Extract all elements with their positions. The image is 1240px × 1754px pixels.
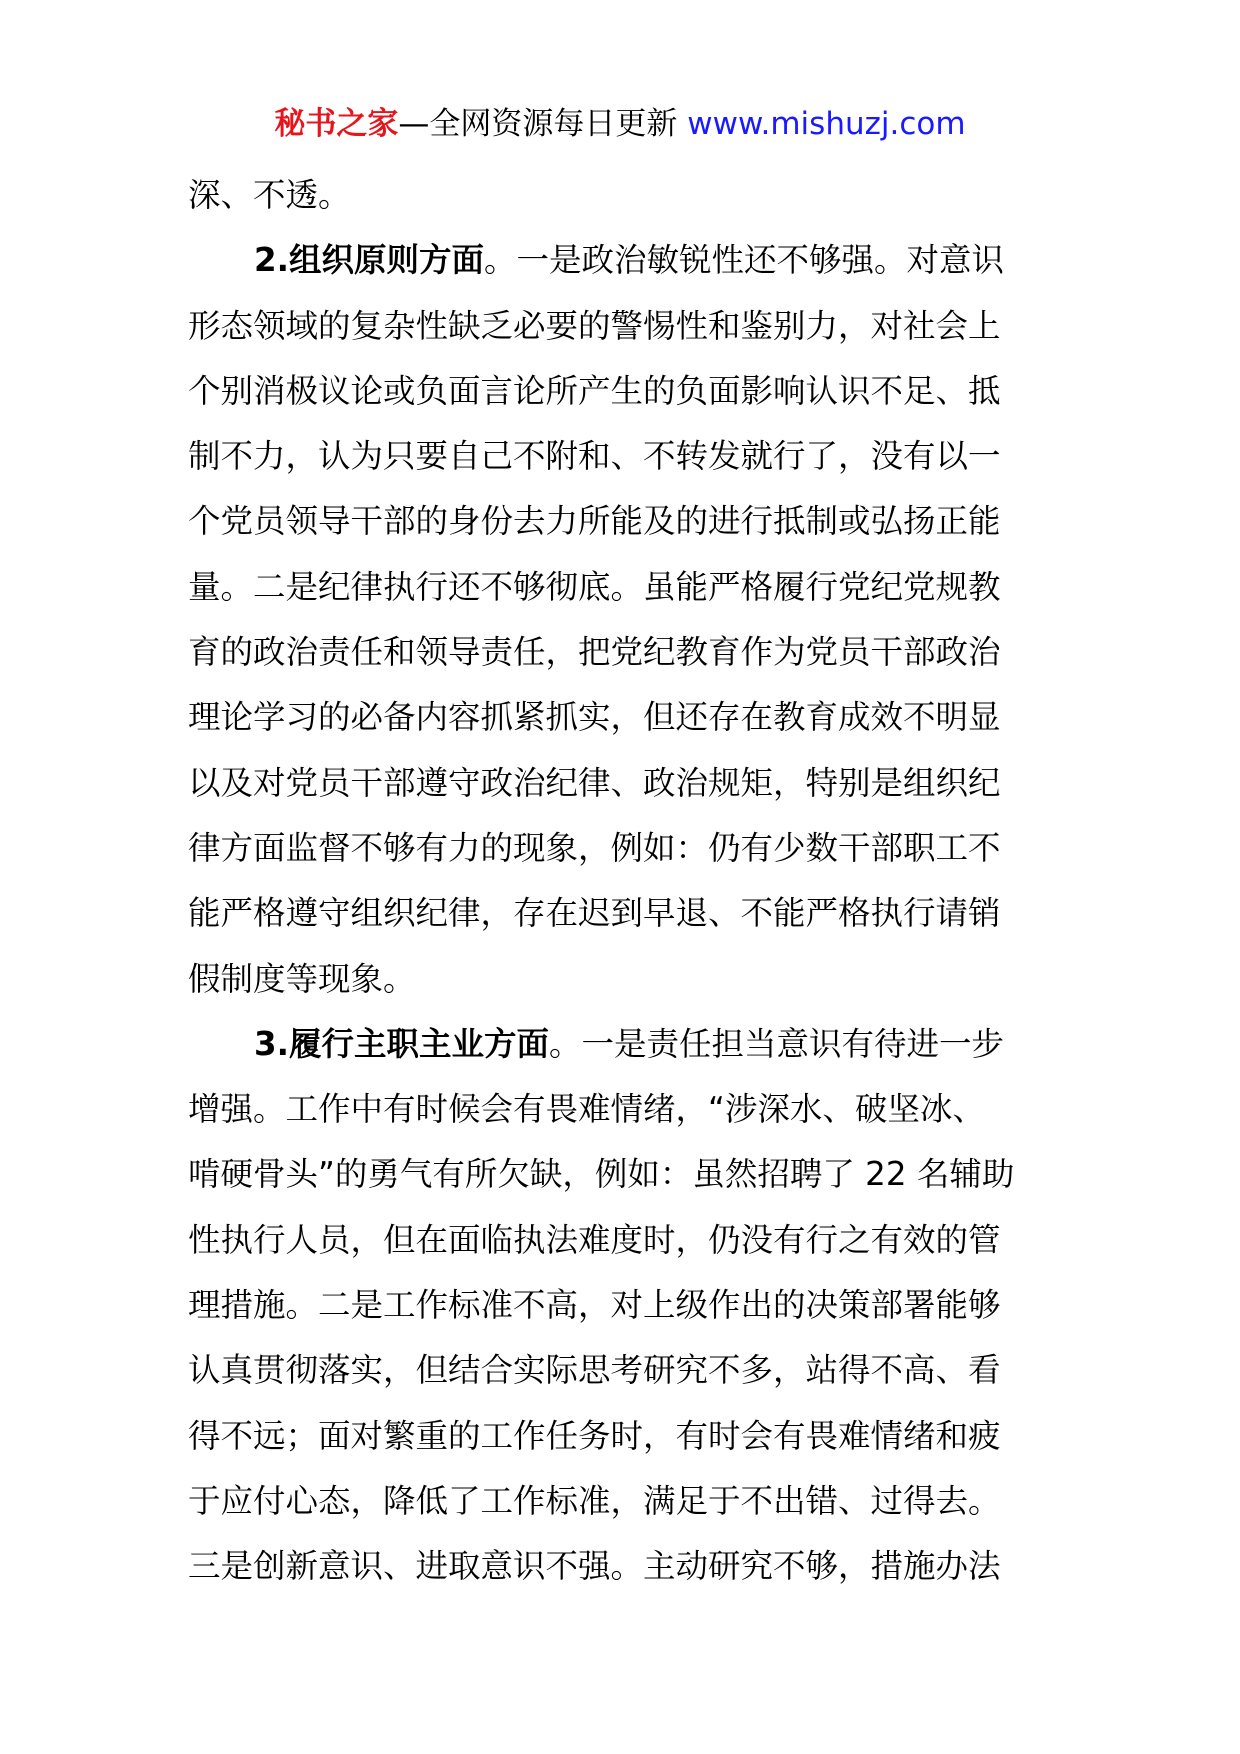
line-text: 啃硬骨头”的勇气有所欠缺，例如：虽然招聘了 22 名辅助	[188, 1155, 1015, 1194]
document-body	[188, 163, 1054, 1600]
line-text: 于应付心态，降低了工作标准，满足于不出错、过得去。	[188, 1481, 1001, 1520]
line-text: 得不远；面对繁重的工作任务时，有时会有畏难情绪和疲	[188, 1416, 1001, 1455]
text-line	[188, 751, 1054, 816]
line-text: 能严格遵守组织纪律，存在迟到早退、不能严格执行请销	[188, 894, 1001, 933]
line-text: 。一是政治敏锐性还不够强。对意识	[483, 241, 1004, 280]
line-text: 个别消极议论或负面言论所产生的负面影响认识不足、抵	[188, 371, 1001, 410]
text-line	[188, 228, 1054, 293]
line-text: 个党员领导干部的身份去力所能及的进行抵制或弘扬正能	[188, 502, 1001, 541]
text-line	[188, 1012, 1054, 1077]
text-line	[188, 555, 1054, 620]
text-line	[188, 816, 1054, 881]
line-text: 性执行人员，但在面临执法难度时，仍没有行之有效的管	[188, 1220, 1001, 1259]
line-text: 深、不透。	[188, 176, 351, 214]
text-line	[188, 1534, 1054, 1599]
text-line	[188, 424, 1054, 489]
site-header	[0, 102, 1240, 146]
line-text: 律方面监督不够有力的现象，例如：仍有少数干部职工不	[188, 828, 1001, 867]
line-text: 理措施。二是工作标准不高，对上级作出的决策部署能够	[188, 1286, 1001, 1325]
text-line	[188, 685, 1054, 750]
text-line	[188, 1469, 1054, 1534]
line-text: 认真贯彻落实，但结合实际思考研究不多，站得不高、看	[188, 1351, 1001, 1390]
text-line	[188, 294, 1054, 359]
text-line	[188, 1404, 1054, 1469]
line-text: 育的政治责任和领导责任，把党纪教育作为党员干部政治	[188, 633, 1001, 672]
section-heading: 2.组织原则方面	[254, 241, 484, 280]
text-line	[188, 947, 1054, 1012]
site-brand: 秘书之家	[274, 106, 399, 142]
text-line	[188, 163, 1054, 228]
text-line	[188, 1273, 1054, 1338]
site-tagline: —全网资源每日更新	[398, 106, 688, 142]
text-line	[188, 1338, 1054, 1403]
line-text: 增强。工作中有时候会有畏难情绪，“涉深水、破坚冰、	[188, 1090, 985, 1129]
section-heading: 3.履行主职主业方面	[254, 1024, 549, 1063]
text-line	[188, 359, 1054, 424]
text-line	[188, 1208, 1054, 1273]
line-text: 制不力，认为只要自己不附和、不转发就行了，没有以一	[188, 437, 1001, 476]
line-text: 假制度等现象。	[188, 959, 416, 998]
text-line	[188, 1142, 1054, 1207]
line-text: 量。二是纪律执行还不够彻底。虽能严格履行党纪党规教	[188, 567, 1001, 606]
line-text: 三是创新意识、进取意识不强。主动研究不够，措施办法	[188, 1547, 1001, 1586]
line-text: 理论学习的必备内容抓紧抓实，但还存在教育成效不明显	[188, 698, 1001, 737]
site-url[interactable]: www.mishuzj.com	[687, 106, 966, 142]
line-text: 。一是责任担当意识有待进一步	[548, 1024, 1004, 1063]
text-line	[188, 1077, 1054, 1142]
line-text: 以及对党员干部遵守政治纪律、政治规矩，特别是组织纪	[188, 763, 1001, 802]
text-line	[188, 489, 1054, 554]
text-line	[188, 881, 1054, 946]
line-text: 形态领域的复杂性缺乏必要的警惕性和鉴别力，对社会上	[188, 306, 1001, 345]
text-line	[188, 620, 1054, 685]
